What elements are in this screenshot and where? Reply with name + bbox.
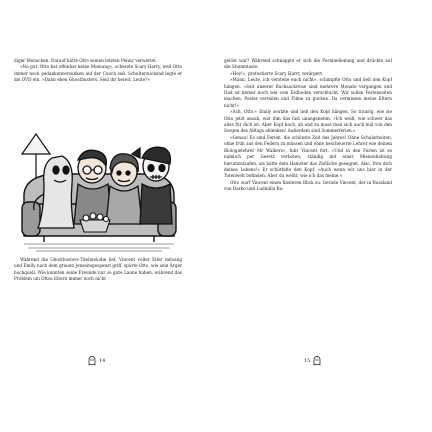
left-page-footer bbox=[88, 356, 105, 366]
paragraph: Während die Ghostbusters-Titelmelodie lief, Vincent voller Eifer mitsang und Emily nach dem grauen Jenseitsgespenst griff, spürte Otto, wie sein Ärger hochquoll. Wie konnten seine Freunde nur so gute Laune haben, während das Problem um Ottos Eltern immer noch nicht bbox=[14, 257, 182, 282]
paragraph: »Hey!«, protestierte Scary Harry verärgert. bbox=[230, 70, 324, 76]
left-bottom-text bbox=[14, 257, 182, 317]
right-page bbox=[216, 0, 432, 432]
paragraph: »Mann, Leute, ich verstehe euch nicht«, schimpfte Otto und ließ den Kopf hängen. »Seit unserer Rucksackreise sind mehrere Monate vergangen und Dad ist immer noch wie vom Erdboden verschluckt. Wir sollen Ferienseiten machen, Poster verteilen und Filme zu gucken. Da vermissen meine Eltern nicht!« bbox=[224, 77, 392, 108]
illustration-friends-on-couch bbox=[14, 124, 182, 254]
page-number: 15 bbox=[304, 358, 311, 364]
paragraph: Otto warf Vincent einen finsteren Blick zu. Gerade Vincent, der in Russland von Darko und Ludmilla Ra- bbox=[224, 179, 392, 192]
paragraph: »Na gut, Otto hat offenbar keine Meinung«, scherzte Scary Harry, weil Otto immer noch gedankenversunken auf der Couch saß. Schulterzuckend legte er die DVD ein. »Dann eben Ghostbusters. Seid ihr bereit, Leute?« bbox=[14, 64, 182, 83]
right-main-text bbox=[224, 58, 392, 340]
left-top-text bbox=[14, 58, 182, 128]
ghost-icon bbox=[88, 356, 96, 366]
paragraph: diger Menschen. Darauf hätte Otto seinen letzten Penny verwettet. bbox=[14, 58, 157, 63]
paragraph: gelöst war? Während schnappte er sich die Fernbedienung und drückte auf die Stummtaste. bbox=[224, 58, 392, 70]
page-number: 14 bbox=[99, 358, 106, 364]
paragraph: »Ach, Otto.« Emily seufzte und ließ den Kopf hängen. So traurig, wie sie Otto jetzt ansah, war ihm das fast unangenehm. »Ich weiß, wie schwer das alles für dich ist. Aber Kopf hoch, ab und zu muss man sich auch mal von den Sorgen des Alltags ablenken! Außerdem sind Sommerferien.« bbox=[224, 109, 392, 134]
right-page-footer bbox=[304, 356, 321, 366]
paragraph: »Genau! Es sind Ferien, die schönste Zeit des Jahres! Ohne Schularbeiten, ohne früh aus den Federn zu müssen und ohne bescheuerte Lehrer wie deinen Biologielehrer Mr Walkers«, fuhr Vincent fort. »Und in den Ferien ist es nämlich per Gesetz verboten, ständig mit einer Mienenhaltung herumzulaufen, als hätte dein Hamster das Zeitliche gesegnet. Also, freu dich deines Lebens!« Er schüttelte den Kopf. »Auch wenn wir uns hier in der Totenwelt befinden. Aber du weißt, wie ich das meine.« bbox=[224, 134, 392, 179]
ghost-icon bbox=[313, 356, 321, 366]
